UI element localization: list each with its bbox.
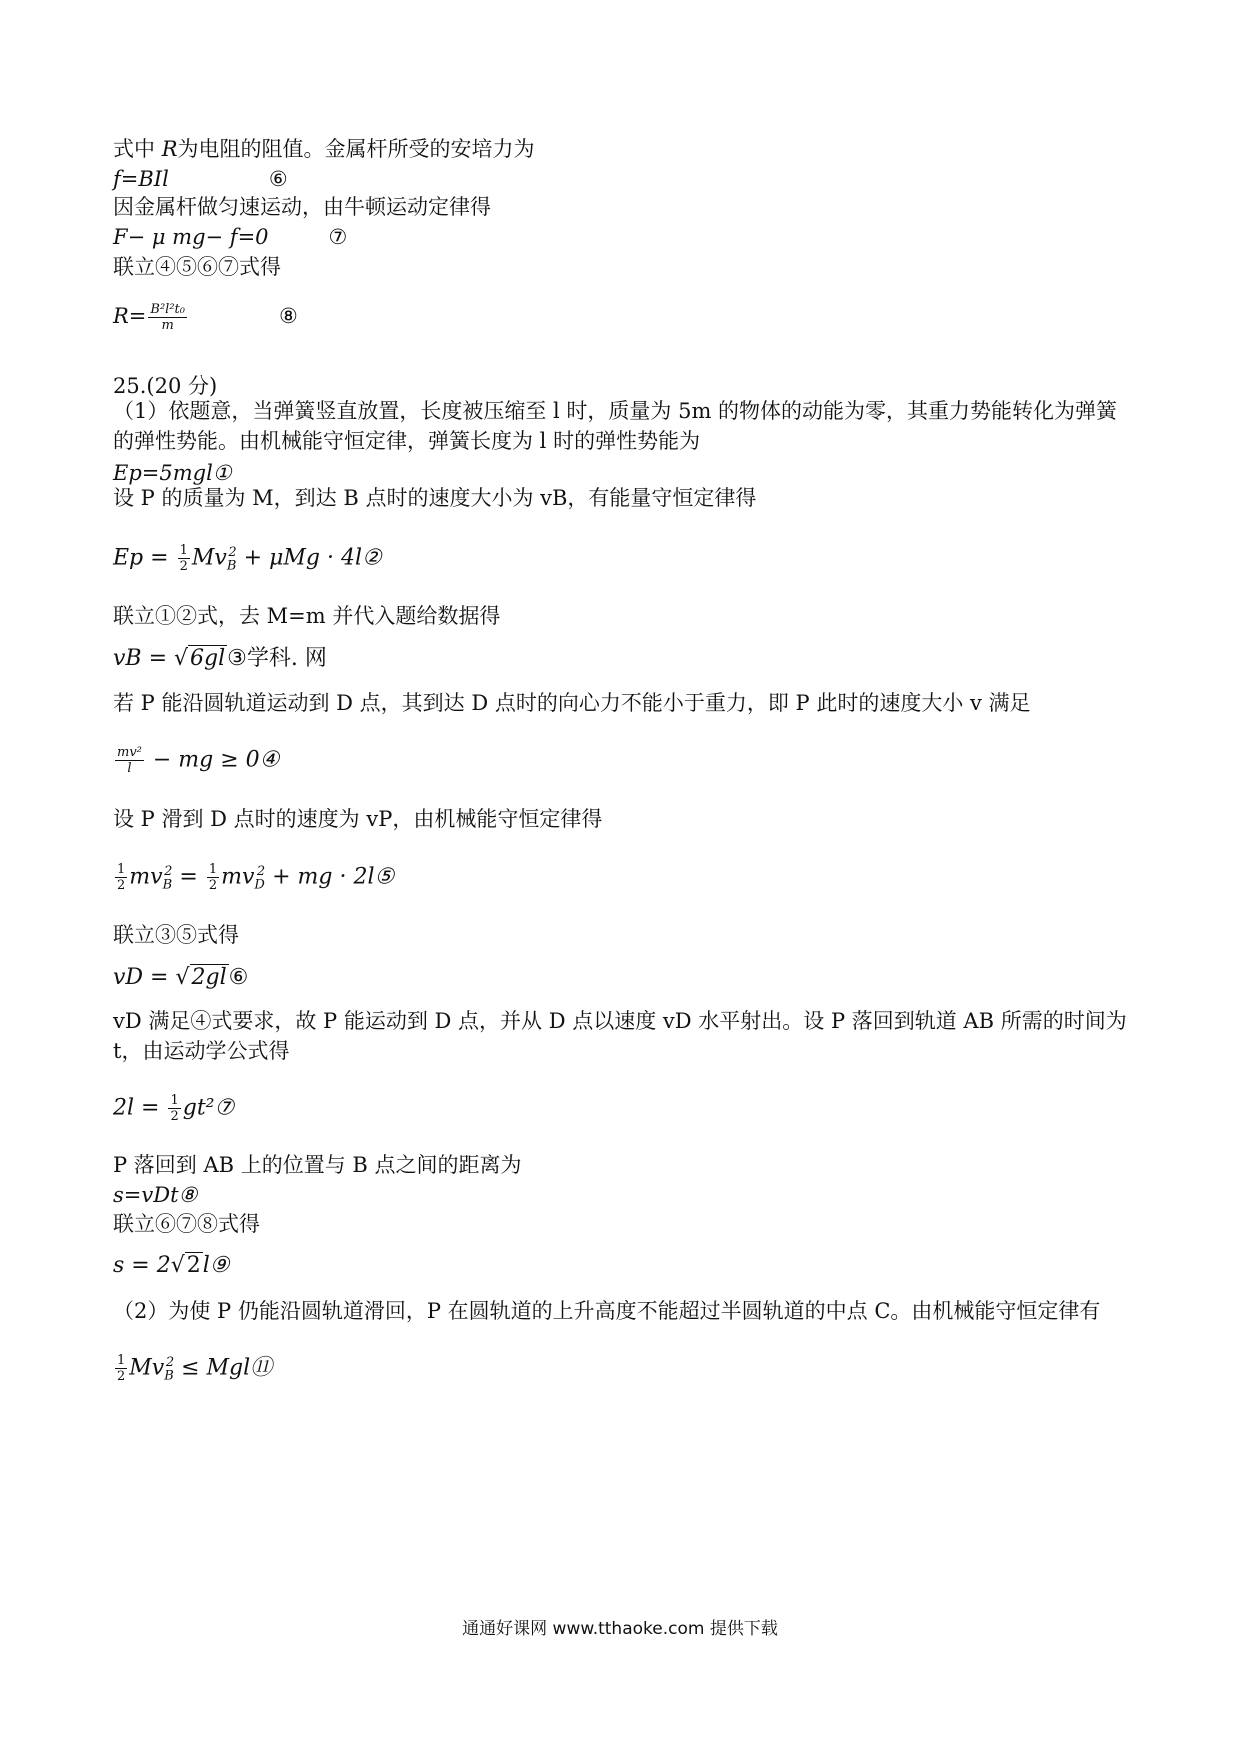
paragraph: 设 P 的质量为 M，到达 B 点时的速度大小为 vB，有能量守恒定律得 — [113, 486, 757, 510]
paragraph: 联立⑥⑦⑧式得 — [113, 1212, 260, 1236]
paragraph: 设 P 滑到 D 点时的速度为 vP，由机械能守恒定律得 — [113, 807, 603, 831]
paragraph: P 落回到 AB 上的位置与 B 点之间的距离为 — [113, 1153, 522, 1177]
page-footer: 通通好课网 www.tthaoke.com 提供下载 — [462, 1619, 778, 1639]
paragraph: （1）依题意，当弹簧竖直放置，长度被压缩至 l 时，质量为 5m 的物体的动能为零，其重力势能转化为弹簧的弹性势能。由机械能守恒定律，弹簧长度为 l 时的弹性势能为 — [113, 399, 1118, 453]
equation-centripetal: $\frac{\text{mv²}}{l}$ − mg ≥ 0④ — [117, 745, 280, 776]
paragraph: vD 满足④式要求，故 P 能运动到 D 点，并从 D 点以速度 vD 水平射出。设 P 落回到轨道 AB 所需的时间为 t，由运动学公式得 — [113, 1009, 1127, 1063]
paragraph: 联立③⑤式得 — [113, 923, 239, 947]
equation-s: s=vDt⑧ — [113, 1183, 198, 1207]
equation-energy: Ep = $\frac{1}{2}$ $Mv_B^2 + \mu Mg$ · 4l② — [113, 542, 382, 574]
equation-f: f=BIl ⑥ — [113, 167, 288, 191]
equation-vb: vB = √6gl③学科. 网 — [113, 646, 327, 671]
equation-ep: Ep=5mgl① — [113, 461, 232, 485]
text-line: 因金属杆做匀速运动，由牛顿运动定律得 — [113, 195, 491, 219]
equation-time: 2l = $\frac{1}{2}$ gt²⑦ — [113, 1093, 235, 1124]
equation-newton: F− μ mg− f=0 ⑦ — [113, 225, 348, 249]
text-line: 式中 R为电阻的阻值。金属杆所受的安培力为 — [113, 137, 535, 161]
paragraph: 若 P 能沿圆轨道运动到 D 点，其到达 D 点时的向心力不能小于重力，即 P 此时的速度大小 v 满足 — [113, 691, 1031, 715]
equation-vd: vD = √2gl⑥ — [113, 965, 249, 990]
paragraph: （2）为使 P 仍能沿圆轨道滑回，P 在圆轨道的上升高度不能超过半圆轨道的中点 C。由机械能守恒定律有 — [113, 1299, 1101, 1323]
equation-height-limit: $\frac{1}{2}$ $Mv_B^2$ ≤ Mgl⑪ — [117, 1352, 273, 1384]
text-line: 联立④⑤⑥⑦式得 — [113, 255, 281, 279]
equation-r: R= $\frac{\text{B²l²t₀}}{m}$ ⑧ — [113, 302, 298, 333]
paragraph: 联立①②式，去 M=m 并代入题给数据得 — [113, 604, 501, 628]
equation-energy-d: $\frac{1}{2}$ $mv_B^2$ = $\frac{1}{2}$ $mv_D^2$ + mg · 2l⑤ — [117, 861, 395, 893]
question-number: 25.(20 分) — [113, 374, 218, 398]
equation-s-result: s = 2√2l⑨ — [113, 1253, 230, 1278]
